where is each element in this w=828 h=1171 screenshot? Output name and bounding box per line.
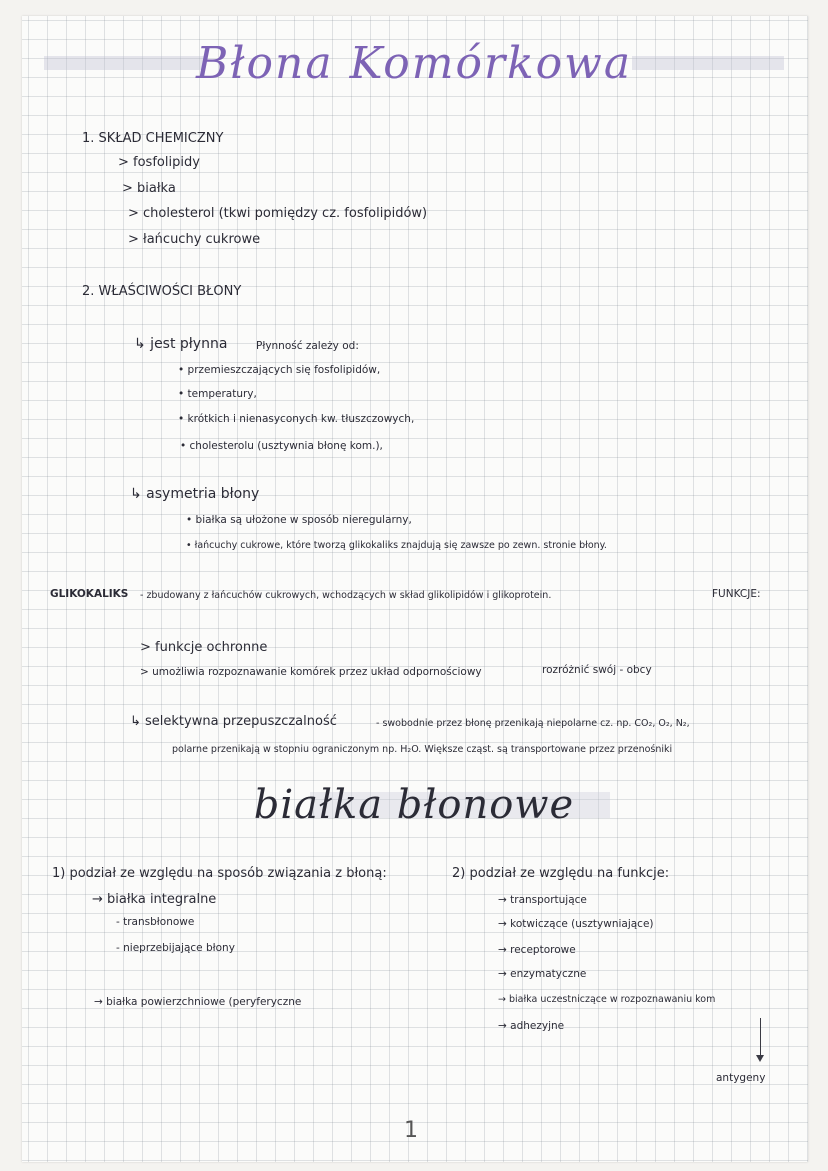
proteins-left-heading: 1) podział ze względu na sposób związania z błoną:	[52, 866, 387, 881]
list-item: → adhezyjne	[498, 1020, 565, 1032]
section-1-heading: 1. SKŁAD CHEMICZNY	[82, 131, 224, 146]
list-item: → receptorowe	[498, 944, 576, 956]
list-item-note: rozróżnić swój - obcy	[542, 664, 652, 676]
selective-lead: ↳ selektywna przepuszczalność	[130, 714, 337, 729]
list-item: > białka	[122, 181, 176, 196]
list-item: → transportujące	[498, 894, 587, 906]
list-item: → białka uczestniczące w rozpoznawaniu kom	[498, 994, 716, 1005]
down-arrow-icon	[760, 1018, 761, 1060]
proteins-title: białka błonowe	[253, 782, 575, 828]
fluid-lead: ↳ jest płynna	[134, 336, 228, 352]
list-item: • białka są ułożone w sposób nieregularny,	[186, 514, 412, 526]
list-item: • przemieszczających się fosfolipidów,	[178, 364, 381, 376]
list-item: → białka integralne	[92, 892, 217, 907]
list-item: > umożliwia rozpoznawanie komórek przez układ odpornościowy	[140, 666, 482, 678]
list-item: • cholesterolu (usztywnia błonę kom.),	[180, 440, 383, 452]
page-title: Błona Komórkowa	[195, 38, 633, 89]
proteins-right-heading: 2) podział ze względu na funkcje:	[452, 866, 670, 881]
list-item: • krótkich i nienasyconych kw. tłuszczowych,	[178, 413, 415, 425]
list-item: • łańcuchy cukrowe, które tworzą glikokaliks znajdują się zawsze po zewn. stronie błony.	[186, 540, 607, 551]
list-item: • temperatury,	[178, 388, 257, 400]
asymmetry-lead: ↳ asymetria błony	[130, 486, 260, 502]
glycocalyx-definition: - zbudowany z łańcuchów cukrowych, wchodzących w skład glikolipidów i glikoprotein.	[140, 590, 552, 601]
page-number: 1	[404, 1118, 418, 1143]
list-item: > cholesterol (tkwi pomiędzy cz. fosfolipidów)	[128, 206, 428, 221]
antigen-note: antygeny	[716, 1072, 766, 1084]
list-item: > łańcuchy cukrowe	[128, 232, 261, 247]
list-item: > funkcje ochronne	[140, 640, 268, 655]
glycocalyx-functions-label: FUNKCJE:	[712, 588, 761, 600]
selective-line-2: polarne przenikają w stopniu ograniczonym np. H₂O. Większe cząst. są transportowane przez przenośniki	[172, 744, 673, 755]
list-item: → białka powierzchniowe (peryferyczne	[94, 996, 302, 1008]
list-item: - transbłonowe	[116, 916, 195, 928]
list-item: → kotwiczące (usztywniające)	[498, 918, 654, 930]
fluid-note: Płynność zależy od:	[256, 340, 359, 352]
section-2-heading: 2. WŁAŚCIWOŚCI BŁONY	[82, 284, 242, 299]
list-item: → enzymatyczne	[498, 968, 587, 980]
list-item: - nieprzebijające błony	[116, 942, 235, 954]
selective-line-1: - swobodnie przez błonę przenikają niepolarne cz. np. CO₂, O₂, N₂,	[376, 718, 690, 729]
glycocalyx-term: GLIKOKALIKS	[50, 588, 129, 600]
list-item: > fosfolipidy	[118, 155, 200, 170]
